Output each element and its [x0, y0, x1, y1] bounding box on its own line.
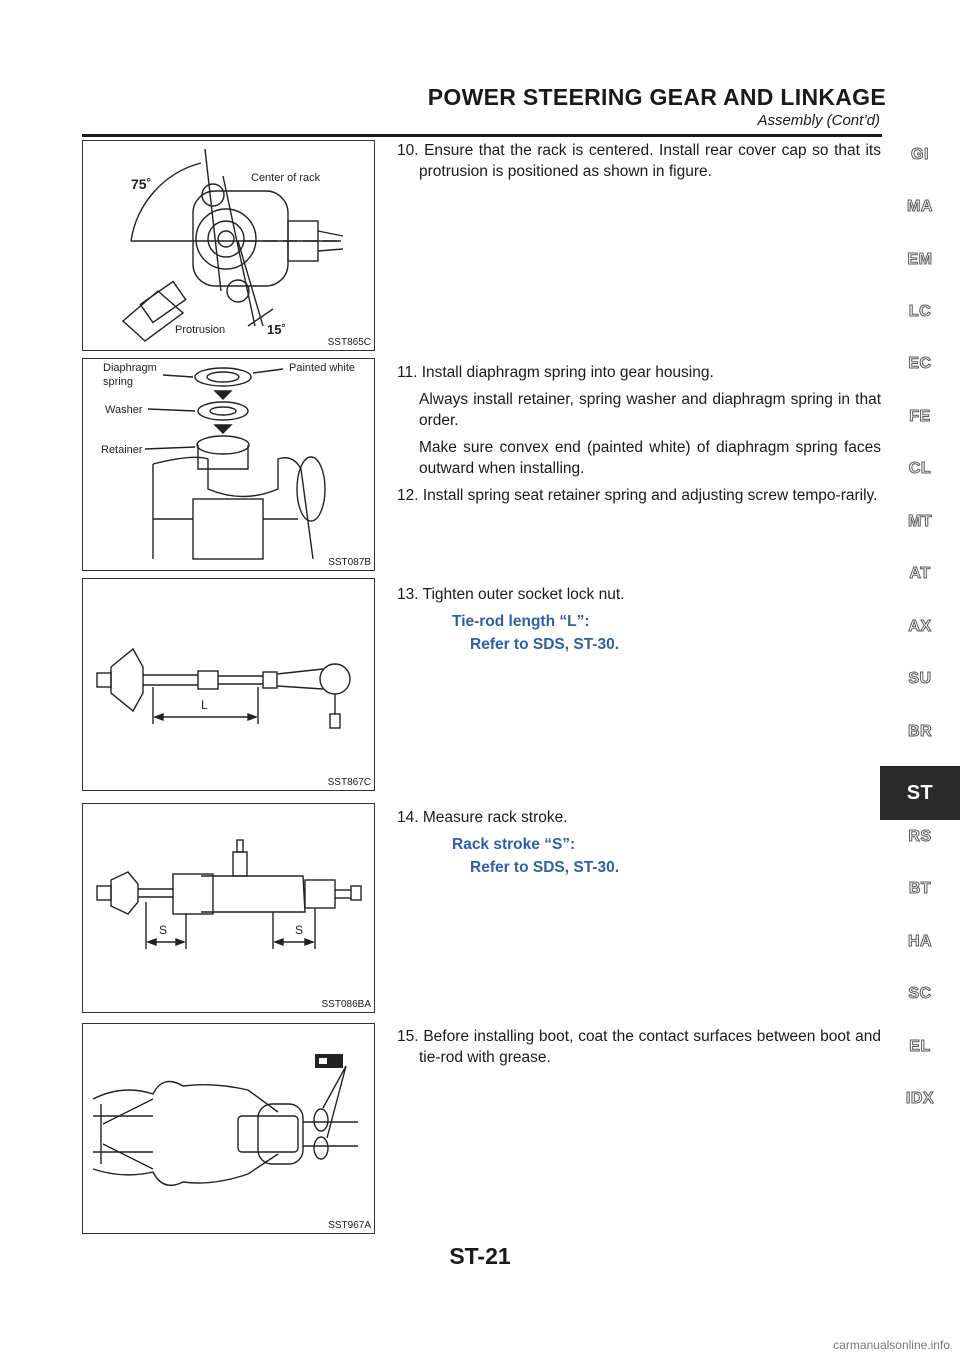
tab-cl[interactable]: CL: [908, 460, 932, 477]
label-s-left: S: [159, 923, 168, 937]
header-title: POWER STEERING GEAR AND LINKAGE: [427, 84, 886, 110]
figure-sst087b-drawing: [83, 359, 374, 570]
step-13-spec-value: Refer to SDS, ST-30.: [470, 636, 620, 653]
tab-sc[interactable]: SC: [908, 985, 932, 1002]
step-11-12: [397, 362, 881, 506]
figure-sst086ba: [82, 803, 375, 1013]
figure-sst086ba-drawing: [83, 804, 374, 1012]
label-painted-white: Painted white: [289, 362, 356, 374]
step-15: [397, 1026, 881, 1068]
tab-fe[interactable]: FE: [909, 408, 931, 425]
tab-ha[interactable]: HA: [907, 933, 933, 950]
figure-sst087b: [82, 358, 375, 571]
figure-sst967a: [82, 1023, 375, 1234]
tab-mt[interactable]: MT: [907, 513, 933, 530]
label-diaphragm: Diaphragm: [103, 362, 157, 374]
figure-code: SST867C: [327, 777, 371, 788]
step-11-text: 11. Install diaphragm spring into gear housing.: [397, 364, 714, 381]
tab-br[interactable]: BR: [907, 723, 933, 740]
tab-at[interactable]: AT: [909, 565, 931, 582]
label-75deg: 75˚: [131, 176, 152, 192]
step-12-text: 12. Install spring seat retainer spring and adjusting screw tempo-rarily.: [397, 487, 878, 504]
figure-sst867c: [82, 578, 375, 791]
figure-code: SST086BA: [321, 999, 371, 1010]
figure-code: SST087B: [328, 557, 371, 568]
label-s-right: S: [295, 923, 304, 937]
tab-idx[interactable]: IDX: [905, 1090, 935, 1107]
step-14: [397, 807, 881, 878]
tab-st-active[interactable]: ST: [880, 766, 960, 820]
tab-gi[interactable]: GI: [911, 146, 929, 163]
tab-em[interactable]: EM: [907, 251, 933, 268]
step-14-spec-value: Refer to SDS, ST-30.: [470, 859, 620, 876]
step-10-text: 10. Ensure that the rack is centered. Install rear cover cap so that its protrusion is positioned as shown in figure.: [397, 142, 881, 180]
step-11-note-1: Always install retainer, spring washer and diaphragm spring in that order.: [419, 391, 881, 429]
tab-bt[interactable]: BT: [908, 880, 932, 897]
label-spring: spring: [103, 376, 133, 388]
watermark: carmanualsonline.info: [833, 1338, 950, 1352]
label-protrusion: Protrusion: [175, 324, 226, 336]
figure-sst967a-drawing: [83, 1024, 374, 1233]
figure-sst867c-drawing: [83, 579, 374, 790]
header-rule: [82, 134, 882, 137]
label-washer: Washer: [105, 404, 143, 416]
tab-el[interactable]: EL: [909, 1038, 931, 1055]
figure-code: SST967A: [328, 1220, 371, 1231]
figure-sst865c: [82, 140, 375, 351]
step-10: [397, 140, 881, 182]
step-14-spec-label: Rack stroke “S”:: [452, 836, 576, 853]
figure-sst865c-drawing: [83, 141, 374, 350]
tab-ax[interactable]: AX: [908, 618, 932, 635]
step-13: [397, 584, 881, 655]
figure-code: SST865C: [327, 337, 371, 348]
tab-su[interactable]: SU: [908, 670, 932, 687]
label-l: L: [201, 698, 208, 712]
step-14-text: 14. Measure rack stroke.: [397, 809, 568, 826]
step-11-note-2: Make sure convex end (painted white) of diaphragm spring faces outward when installing.: [419, 439, 881, 477]
page-number: ST-21: [449, 1243, 511, 1269]
label-center-of-rack: Center of rack: [251, 172, 321, 184]
step-13-spec-label: Tie-rod length “L”:: [452, 613, 590, 630]
header-subtitle: Assembly (Cont’d): [757, 112, 880, 129]
tab-ma[interactable]: MA: [907, 198, 933, 215]
tab-lc[interactable]: LC: [908, 303, 932, 320]
step-15-text: 15. Before installing boot, coat the contact surfaces between boot and tie-rod with grease.: [397, 1028, 881, 1066]
step-13-text: 13. Tighten outer socket lock nut.: [397, 586, 625, 603]
tab-rs[interactable]: RS: [908, 828, 932, 845]
label-retainer: Retainer: [101, 444, 143, 456]
tab-ec[interactable]: EC: [908, 355, 932, 372]
label-15deg: 15˚: [267, 322, 286, 337]
